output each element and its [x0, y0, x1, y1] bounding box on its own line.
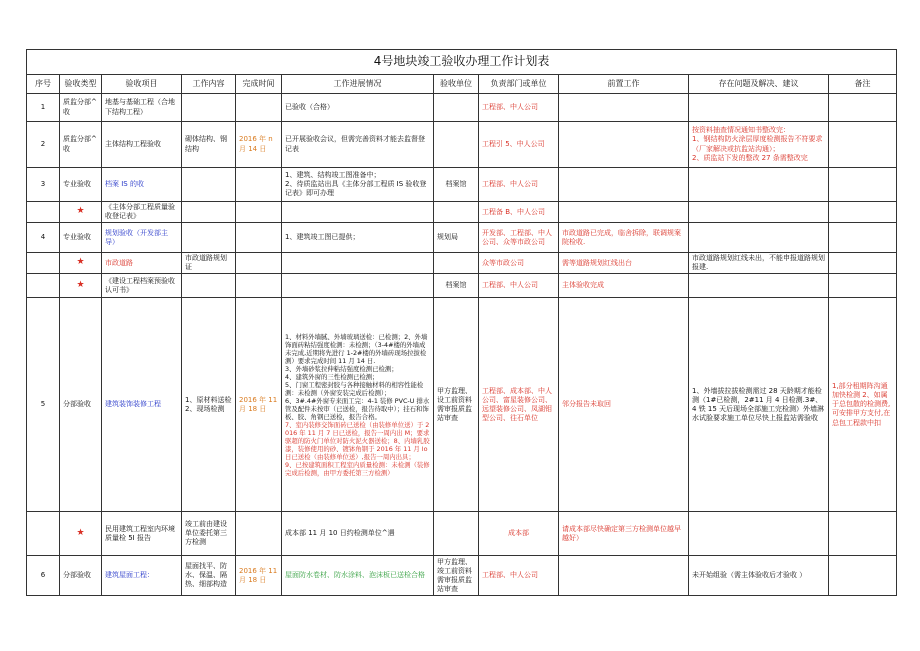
table-row [27, 253, 897, 274]
header-cell: 负责部门或单位 [479, 75, 559, 94]
time-cell [236, 512, 282, 556]
type-cell: 质监分部^收 [60, 94, 102, 122]
progress-cell [282, 168, 434, 202]
time-cell [236, 202, 282, 223]
dept-cell: 工程部、中人公司 [479, 274, 559, 298]
table-row [27, 274, 897, 298]
note-cell: 1,部分租期阵沟通加快检测 2、如属于总包散的检测费,可安排甲方支付,在总包工程款中扣 [829, 298, 897, 512]
note-cell [829, 122, 897, 168]
pre-cell: 邻分报告未取回 [559, 298, 689, 512]
content-line: 2、现场检测 [185, 404, 225, 413]
header-cell: 备注 [829, 75, 897, 94]
star-icon: ★ [60, 253, 102, 274]
pre-cell [559, 122, 689, 168]
dept-cell: 工程部、中人公司 [479, 168, 559, 202]
time-cell: 2016 年 11 月 18 日 [236, 298, 282, 512]
progress-cell: 已验收（合格） [282, 94, 434, 122]
header-row [27, 75, 897, 94]
issue-cell [689, 94, 829, 122]
note-cell [829, 202, 897, 223]
issue-line: 2、质监站下发的整改 27 条需整改完 [692, 153, 808, 162]
unit-cell [434, 253, 479, 274]
project-cell: 建筑装饰装修工程 [102, 298, 182, 512]
pre-cell [559, 556, 689, 596]
project-cell: 《主体分部工程质量验收登记表》 [102, 202, 182, 223]
table-row [27, 223, 897, 253]
note-cell [829, 168, 897, 202]
content-cell [182, 168, 236, 202]
seq-cell [27, 274, 60, 298]
progress-cell: 成本部 11 月 10 日约检测单位^遇 [282, 512, 434, 556]
type-cell: 分部验收 [60, 556, 102, 596]
progress-cell [282, 202, 434, 223]
seq-cell: 4 [27, 223, 60, 253]
issue-cell: 未开始组验（需主体验收后才验收 ） [689, 556, 829, 596]
note-cell [829, 556, 897, 596]
seq-cell: 3 [27, 168, 60, 202]
unit-cell [434, 512, 479, 556]
pre-cell: 主体验收完成 [559, 274, 689, 298]
note-cell [829, 253, 897, 274]
progress-line: 2、待质监站出具《主体分部工程质 IS 验收登记表》即可办理 [285, 179, 427, 198]
progress-line: 4、建筑外窗的三性检测已检测； [285, 372, 379, 381]
project-cell: 地基与基础工程（合地下结构工程） [102, 94, 182, 122]
unit-cell [434, 122, 479, 168]
pre-cell [559, 94, 689, 122]
progress-line: 7、室内装修交饰面砖已送检（由装修单位送）于 2016 年 11 月 7 日已送检，报告一周内出 M；要求驱超的防火门单位对防火泥火器送检；8、内墙乳胶漆，装修使用的砂、镀钵角钢于 2016 年 11 月 lo 日已送检（由装修单位送）,报告一周内出具； [285, 420, 430, 461]
type-cell: 专业验收 [60, 223, 102, 253]
time-cell: 2016 年 n 月 14 日 [236, 122, 282, 168]
time-cell [236, 274, 282, 298]
plan-table [26, 49, 897, 596]
progress-cell: 1、建筑竣工图已提供； [282, 223, 434, 253]
unit-cell: 档案馆 [434, 168, 479, 202]
sheet-title: 4号地块竣工验收办理工作计划表 [27, 50, 897, 75]
type-cell: 质监分部^收 [60, 122, 102, 168]
header-cell: 序号 [27, 75, 60, 94]
unit-cell: 规划局 [434, 223, 479, 253]
worksheet [26, 49, 896, 596]
content-cell [182, 298, 236, 512]
star-icon: ★ [60, 202, 102, 223]
header-cell: 存在问题及解决、建议 [689, 75, 829, 94]
progress-line: 5、门窗工程密封胶与各种接触材料的相容性能检测：未检测（外窗安装完成后检测）； [285, 380, 424, 397]
issue-cell [689, 168, 829, 202]
star-icon: ★ [60, 274, 102, 298]
project-cell: 主体结构工程验收 [102, 122, 182, 168]
progress-cell [282, 274, 434, 298]
time-cell [236, 94, 282, 122]
issue-line: 按资料抽查情况通知书整改完： [692, 126, 790, 135]
note-cell [829, 512, 897, 556]
progress-line: 6、3#.4#外窗专来面工完：4-1 装修 PVC-U 排水管及配件未按审（已送检，报告待取中）；挂石和饰板、胶、角钢已送检，报告合格。 [285, 396, 430, 421]
note-cell [829, 274, 897, 298]
unit-cell [434, 202, 479, 223]
progress-cell: 已开展验收会议，但需完善资料才能去监督登记表 [282, 122, 434, 168]
issue-cell: 1、外墙拔拉拔检测需过 28 天龄期才能检测（1#已检测，2#11 月 4 日检测.3#、4 铁 15 天后现场全部施工完检测）外墙淋水试脸要求施工单位尽快上报监站需验收 [689, 298, 829, 512]
pre-cell: 请成本部尽快确定第三方检测单位越早越好） [559, 512, 689, 556]
dept-cell: 众等市政公司 [479, 253, 559, 274]
progress-cell: 屋面防水卷材、防水涂料、泡沫板已送检合格 [282, 556, 434, 596]
note-cell [829, 223, 897, 253]
dept-cell: 开发部、工程部、中人公司、众等市政公司 [479, 223, 559, 253]
type-cell: 专业验收 [60, 168, 102, 202]
header-cell: 前置工作 [559, 75, 689, 94]
project-cell: 规划验收（开发部主导） [102, 223, 182, 253]
time-cell [236, 253, 282, 274]
issue-cell [689, 122, 829, 168]
time-cell [236, 168, 282, 202]
issue-cell [689, 512, 829, 556]
seq-cell: 5 [27, 298, 60, 512]
time-cell [236, 223, 282, 253]
seq-cell: 6 [27, 556, 60, 596]
pre-cell: 需等道路规划红线出台 [559, 253, 689, 274]
progress-cell [282, 253, 434, 274]
table-row [27, 122, 897, 168]
table-row [27, 556, 897, 596]
progress-line: 1、建筑、结构竣工图准备中； [285, 170, 381, 179]
issue-line: 1、钢结构防火涂层厚度检测报告不符要求（厂家解决或抗监站沟通）； [692, 135, 823, 153]
pre-cell: 市政道路已完成，临舍拆除，联调规案院检收. [559, 223, 689, 253]
header-cell: 验收项目 [102, 75, 182, 94]
table-row [27, 202, 897, 223]
progress-line: 1、材料外墙腻、外墙玻璃送检：已检测；2、外墙饰面砖粘结强度检测：未检测；（3-4#楼的外墙成未完成,近期将先进行 1-2#楼的外墙砖现场拉拔检测）要求完成时间 11 月 14 日. [285, 332, 428, 365]
seq-cell: 1 [27, 94, 60, 122]
table-row [27, 298, 897, 512]
header-cell: 完成时间 [236, 75, 282, 94]
content-cell: 屋面找平、防水、保温、隔热、细部构造 [182, 556, 236, 596]
seq-cell [27, 253, 60, 274]
header-cell: 工作进展情况 [282, 75, 434, 94]
issue-cell [689, 274, 829, 298]
issue-cell [689, 223, 829, 253]
note-cell [829, 94, 897, 122]
content-line: 1、原材料送检 [185, 395, 232, 404]
type-cell: 分部验收 [60, 298, 102, 512]
unit-cell [434, 94, 479, 122]
dept-cell: 工程部、成本部、中人公司、富星装修公司、远望装修公司、凤湖钼型公司、往石单位 [479, 298, 559, 512]
content-cell [182, 94, 236, 122]
time-cell: 2016 年 11 月 18 日 [236, 556, 282, 596]
dept-cell: 工程引 5、中人公司 [479, 122, 559, 168]
dept-cell: 工程部、中人公司 [479, 94, 559, 122]
unit-cell: 甲方监理、设工前资料需审报质监站审查 [434, 298, 479, 512]
star-icon: ★ [60, 512, 102, 556]
content-cell [182, 223, 236, 253]
seq-cell [27, 202, 60, 223]
dept-cell: 成本部 [479, 512, 559, 556]
project-cell: 市政道路 [102, 253, 182, 274]
content-cell [182, 274, 236, 298]
seq-cell [27, 512, 60, 556]
table-row [27, 512, 897, 556]
dept-cell: 工程部、中人公司 [479, 556, 559, 596]
progress-cell [282, 298, 434, 512]
table-row [27, 94, 897, 122]
project-cell: 档案 IS 的收 [102, 168, 182, 202]
dept-cell: 工程备 B、中人公司 [479, 202, 559, 223]
unit-cell: 甲方监理、竣工前资料需审报质监站审查 [434, 556, 479, 596]
pre-cell [559, 168, 689, 202]
table-row [27, 168, 897, 202]
content-cell [182, 202, 236, 223]
progress-line: 3、外墙砂浆拉伸粘结强度检测已检测； [285, 364, 398, 373]
project-cell: 民用建筑工程室内环境质量检 5I 报告 [102, 512, 182, 556]
header-cell: 验收单位 [434, 75, 479, 94]
header-cell: 验收类型 [60, 75, 102, 94]
content-cell: 竣工前由建设单位委托第三方检测 [182, 512, 236, 556]
content-cell: 市政道路规划证 [182, 253, 236, 274]
unit-cell: 档案馆 [434, 274, 479, 298]
project-cell: 建筑屋面工程： [102, 556, 182, 596]
issue-cell [689, 202, 829, 223]
pre-cell [559, 202, 689, 223]
content-cell: 砌体结构、钢结构 [182, 122, 236, 168]
header-cell: 工作内容 [182, 75, 236, 94]
seq-cell: 2 [27, 122, 60, 168]
issue-cell: 市政道路规划红线未出，不能申报道路规划报建. [689, 253, 829, 274]
project-cell: 《建设工程档案预验收认可书》 [102, 274, 182, 298]
progress-line: 9、已按建筑面积工程室内质量检测：未检测（装修完成后检测，由甲方委托第三方检测） [285, 460, 430, 477]
